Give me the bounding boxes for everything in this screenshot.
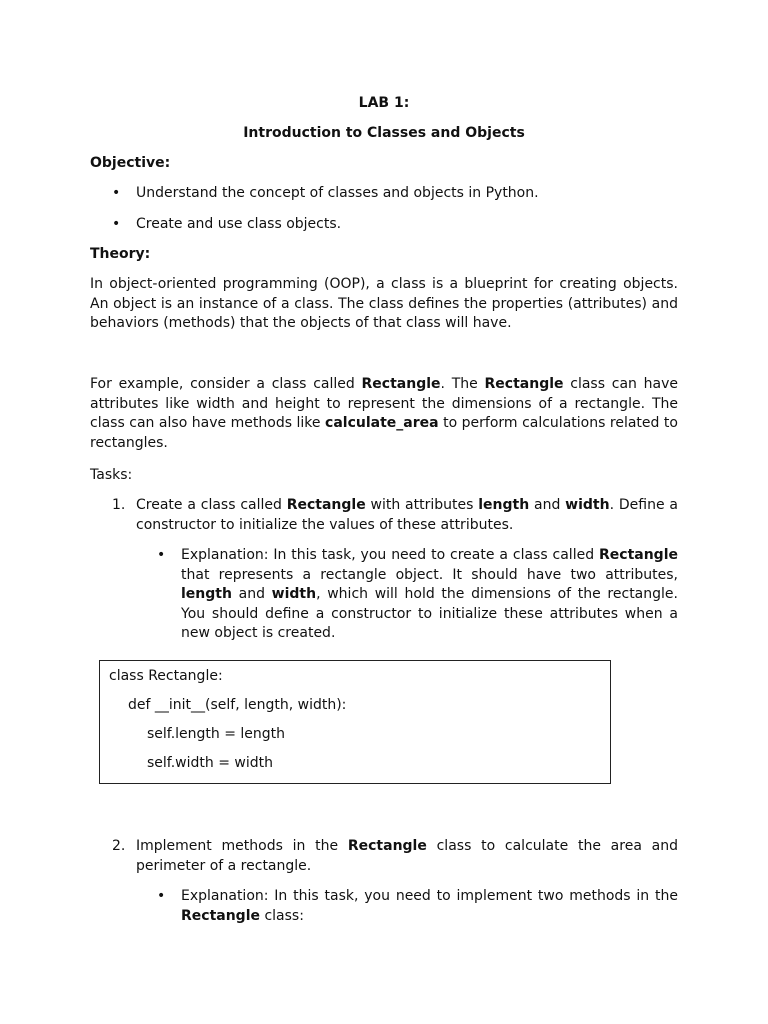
example-text: class can have attributes like width and height to represent the dimensions of a rectangle. The class can also have methods like	[90, 376, 679, 431]
explanation-bold: width	[271, 586, 317, 602]
task-text: Create a class called	[136, 497, 287, 513]
example-bold: Rectangle	[484, 376, 564, 392]
explanation-bold: Rectangle	[599, 547, 678, 563]
explanation-text: that represents a rectangle object. It should have two attributes,	[181, 566, 678, 583]
code-line: self.length = length	[147, 726, 286, 742]
bullet-icon: •	[112, 185, 121, 201]
task-text: class to calculate the area and perimeter of a rectangle.	[136, 838, 678, 874]
bullet-icon: •	[112, 216, 121, 232]
lab-title: LAB 1:	[358, 95, 410, 111]
explanation-bold: Rectangle	[181, 907, 260, 924]
explanation-text: and	[231, 586, 272, 602]
example-text: . The	[440, 376, 485, 392]
bullet-icon: •	[157, 547, 166, 563]
explanation-text: , which will hold the dimensions of the rectangle. You should define a constructor to initialize these attributes when a new object is created.	[181, 586, 678, 641]
explanation-text: Explanation: In this task, you need to implement two methods in the	[181, 888, 678, 904]
objective-item: Understand the concept of classes and objects in Python.	[136, 185, 539, 201]
task-text: with attributes	[365, 497, 479, 513]
code-line: def __init__(self, length, width):	[128, 697, 347, 713]
example-paragraph	[90, 375, 678, 453]
task-number: 1.	[112, 497, 126, 513]
task-bold: width	[565, 497, 610, 513]
code-line: class Rectangle:	[109, 668, 223, 684]
example-bold: calculate_area	[325, 415, 439, 431]
task-text: and	[529, 497, 566, 513]
explanation-text: Explanation: In this task, you need to create a class called	[181, 547, 599, 563]
theory-paragraph: In object-oriented programming (OOP), a class is a blueprint for creating objects. An object is an instance of a class. The class defines the properties (attributes) and behaviors (methods) that the objects of that class will have.	[90, 276, 678, 331]
task-explanation	[181, 546, 678, 644]
code-box	[99, 660, 611, 784]
example-text: to perform calculations related to rectangles.	[90, 415, 678, 451]
task-bold: Rectangle	[286, 497, 366, 513]
document-subtitle: Introduction to Classes and Objects	[243, 125, 525, 141]
task-item	[136, 837, 678, 876]
explanation-text: class:	[260, 907, 304, 924]
task-text: Implement methods in the	[136, 838, 348, 854]
theory-heading: Theory:	[90, 246, 151, 262]
task-bold: length	[478, 497, 530, 513]
bullet-icon: •	[157, 888, 166, 904]
code-line: self.width = width	[147, 755, 273, 771]
task-explanation	[181, 887, 678, 926]
objective-heading: Objective:	[90, 155, 171, 171]
task-bold: Rectangle	[347, 838, 427, 854]
task-text: . Define a constructor to initialize the values of these attributes.	[136, 497, 678, 533]
task-item	[136, 496, 678, 535]
example-bold: Rectangle	[361, 376, 441, 392]
objective-item: Create and use class objects.	[136, 216, 342, 232]
explanation-bold: length	[181, 586, 232, 602]
task-number: 2.	[112, 838, 126, 854]
example-text: For example, consider a class called	[90, 376, 362, 392]
tasks-heading: Tasks:	[90, 467, 133, 483]
